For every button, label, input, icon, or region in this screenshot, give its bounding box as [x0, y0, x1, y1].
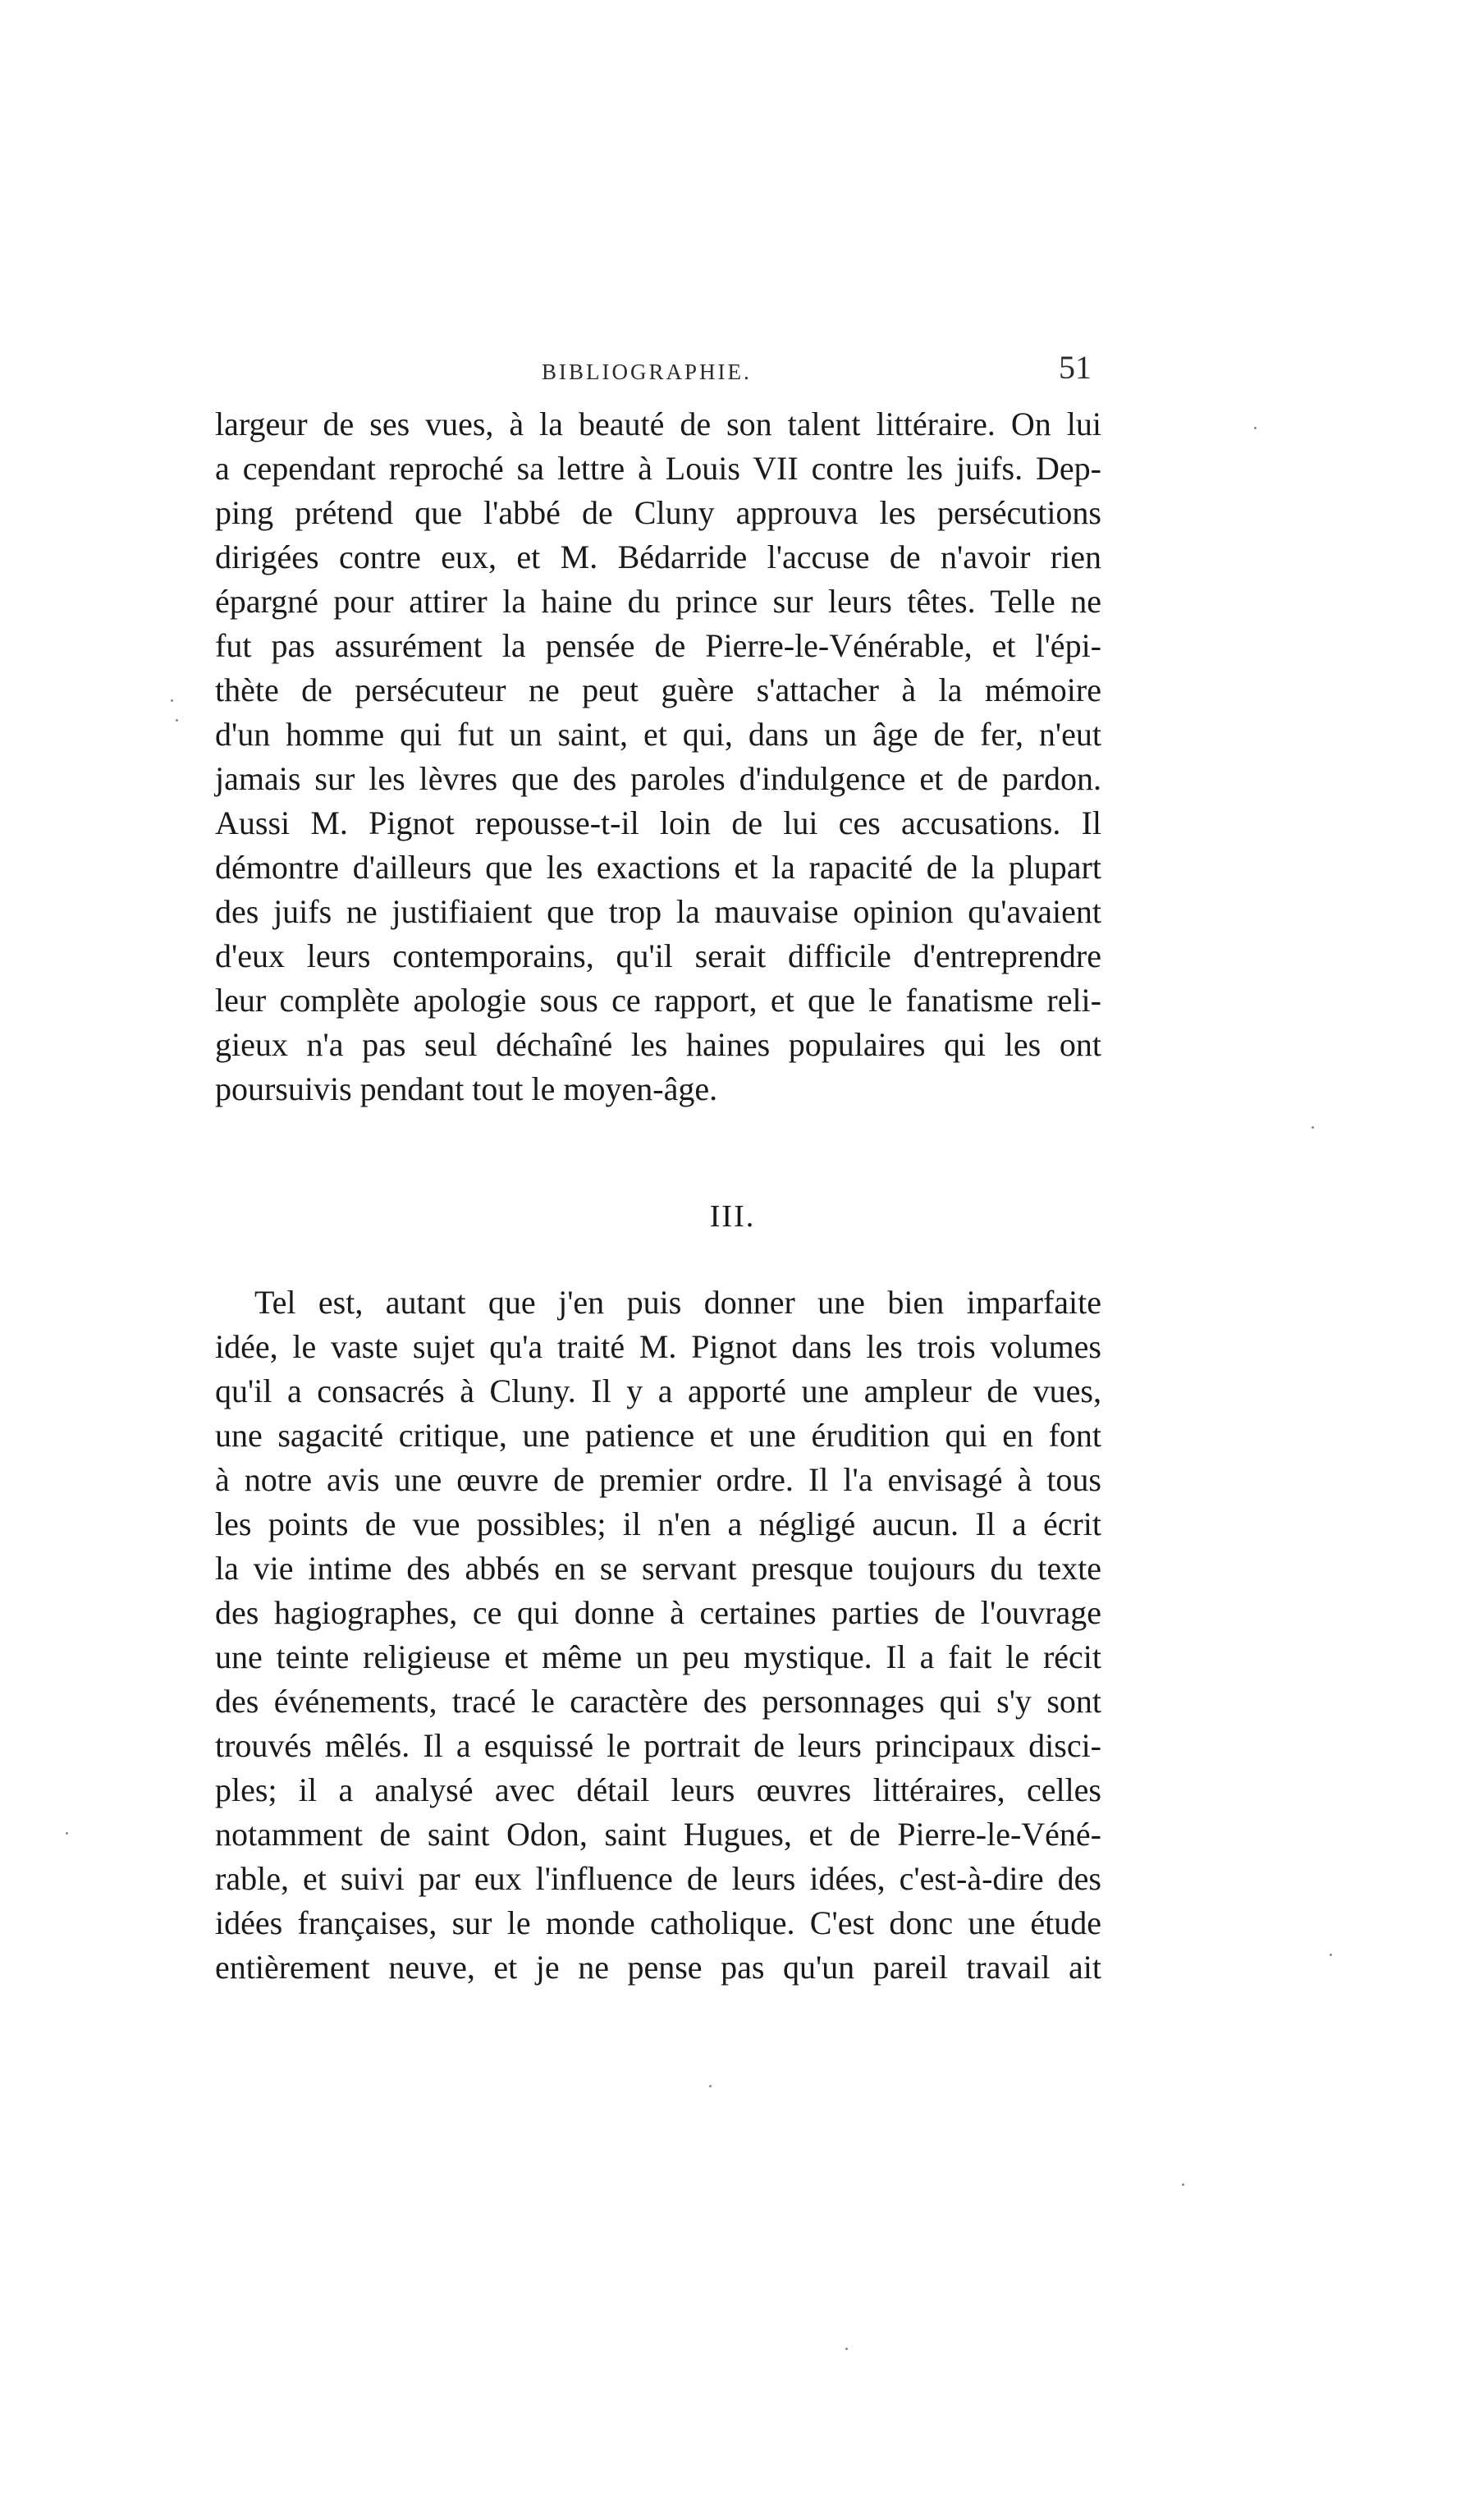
text-line: rable, et suivi par eux l'influence de leurs idées, c'est-à-dire des [215, 1860, 1101, 1897]
text-line: d'un homme qui fut un saint, et qui, dans un âge de fer, n'eut [215, 716, 1101, 753]
scan-speck [1254, 427, 1257, 429]
text-line: à notre avis une œuvre de premier ordre. Il l'a envisagé à tous [215, 1461, 1101, 1498]
text-line: idée, le vaste sujet qu'a traité M. Pignot dans les trois volumes [215, 1328, 1101, 1365]
text-line: trouvés mêlés. Il a esquissé le portrait de leurs principaux disci- [215, 1727, 1101, 1764]
section-heading: III. [709, 1199, 756, 1234]
text-line: ples; il a analysé avec détail leurs œuvres littéraires, celles [215, 1771, 1101, 1808]
text-line: ping prétend que l'abbé de Cluny approuva les persécutions [215, 494, 1101, 531]
text-line: Tel est, autant que j'en puis donner une bien imparfaite [254, 1284, 1101, 1321]
paragraph-2 [215, 1281, 1101, 1990]
text-line: entièrement neuve, et je ne pense pas qu'un pareil travail ait [215, 1949, 1101, 1986]
text-line: Aussi M. Pignot repousse-t-il loin de lui ces accusations. Il [215, 804, 1101, 841]
text-line: leur complète apologie sous ce rapport, et que le fanatisme reli- [215, 982, 1101, 1019]
text-line: poursuivis pendant tout le moyen-âge. [215, 1070, 718, 1107]
text-line: des événements, tracé le caractère des personnages qui s'y sont [215, 1683, 1101, 1720]
text-line: thète de persécuteur ne peut guère s'attacher à la mémoire [215, 671, 1101, 708]
scan-speck [845, 2348, 848, 2350]
text-line: des hagiographes, ce qui donne à certaines parties de l'ouvrage [215, 1594, 1101, 1631]
scan-speck [709, 2085, 712, 2087]
text-line: notamment de saint Odon, saint Hugues, et de Pierre-le-Véné- [215, 1816, 1101, 1853]
paragraph-1 [215, 402, 1101, 1111]
page-number: 51 [1059, 349, 1092, 386]
text-line: des juifs ne justifiaient que trop la mauvaise opinion qu'avaient [215, 893, 1101, 930]
scan-speck [1330, 1954, 1332, 1956]
scan-speck [171, 699, 173, 702]
running-header: BIBLIOGRAPHIE. [542, 360, 752, 384]
text-line: idées françaises, sur le monde catholique. C'est donc une étude [215, 1904, 1101, 1941]
text-line: épargné pour attirer la haine du prince sur leurs têtes. Telle ne [215, 583, 1101, 620]
text-line: fut pas assurément la pensée de Pierre-le-Vénérable, et l'épi- [215, 627, 1101, 664]
text-line: jamais sur les lèvres que des paroles d'indulgence et de pardon. [215, 760, 1101, 797]
text-line: a cependant reproché sa lettre à Louis VII contre les juifs. Dep- [215, 450, 1101, 487]
text-line: les points de vue possibles; il n'en a négligé aucun. Il a écrit [215, 1505, 1101, 1542]
text-line: gieux n'a pas seul déchaîné les haines populaires qui les ont [215, 1026, 1101, 1063]
scan-speck [66, 1832, 68, 1835]
text-line: largeur de ses vues, à la beauté de son talent littéraire. On lui [215, 405, 1101, 442]
text-line: démontre d'ailleurs que les exactions et la rapacité de la plupart [215, 849, 1101, 886]
scan-speck [176, 719, 178, 722]
text-line: d'eux leurs contemporains, qu'il serait difficile d'entreprendre [215, 937, 1101, 974]
text-line: dirigées contre eux, et M. Bédarride l'accuse de n'avoir rien [215, 538, 1101, 575]
text-line: la vie intime des abbés en se servant presque toujours du texte [215, 1550, 1101, 1587]
scan-speck [1312, 1126, 1314, 1129]
text-line: qu'il a consacrés à Cluny. Il y a apporté une ampleur de vues, [215, 1372, 1101, 1409]
scan-speck [1182, 2183, 1184, 2186]
text-line: une sagacité critique, une patience et une érudition qui en font [215, 1417, 1101, 1454]
text-line: une teinte religieuse et même un peu mystique. Il a fait le récit [215, 1638, 1101, 1675]
